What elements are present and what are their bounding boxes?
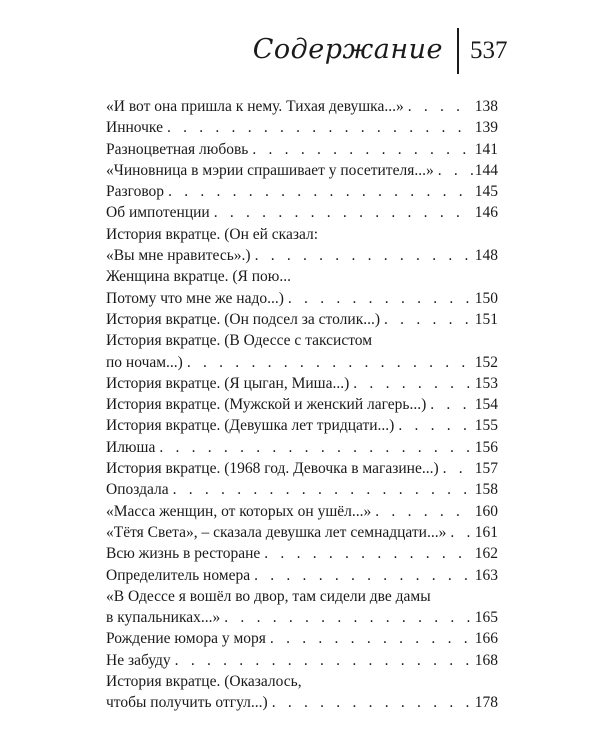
dot-leader xyxy=(224,607,472,628)
toc-entry-page: 139 xyxy=(474,119,498,137)
toc-entry xyxy=(106,437,498,458)
dot-leader xyxy=(214,202,473,223)
toc-entry-row xyxy=(106,373,498,394)
toc-entry-title-line: История вкратце. (Он подсел за столик...) xyxy=(106,310,381,328)
toc-entry-row xyxy=(106,117,498,138)
toc-entry-row xyxy=(106,352,498,373)
toc-entry-page: 138 xyxy=(474,98,498,115)
toc-entry-title-line: Разговор xyxy=(106,183,165,201)
toc-entry-title-line: История вкратце. (В Одессе с таксистом xyxy=(106,332,373,350)
page-number: 537 xyxy=(470,37,508,64)
dot-leader xyxy=(167,117,473,138)
dot-leader xyxy=(264,543,472,564)
toc-entry-title-line: История вкратце. (Он ей сказал: xyxy=(106,225,319,243)
toc-entry-page: 145 xyxy=(474,183,498,201)
toc-entry-title-line: Женщина вкратце. (Я пою... xyxy=(106,268,291,286)
toc-entry-page: 161 xyxy=(474,523,498,541)
toc-entry xyxy=(106,96,498,117)
toc-entry-page: 168 xyxy=(474,651,498,669)
toc-entry xyxy=(106,650,498,671)
toc-entry xyxy=(106,139,498,160)
toc-entry xyxy=(106,117,498,138)
toc-entry-row xyxy=(106,160,498,181)
toc-entry-title-line: Всю жизнь в ресторане xyxy=(106,545,261,563)
toc-entry xyxy=(106,415,498,436)
dot-leader xyxy=(187,352,473,373)
toc-entry-title-line: История вкратце. (Оказалось, xyxy=(106,673,302,691)
dot-leader xyxy=(173,479,473,500)
toc-entry-title-line: «В Одессе я вошёл во двор, там сидели две дамы xyxy=(106,587,431,605)
toc-entry-row xyxy=(106,437,498,458)
toc-entry-page: 148 xyxy=(474,247,498,265)
dot-leader xyxy=(252,139,472,160)
toc-entry-title-line: Потому что мне же надо...) xyxy=(106,289,284,307)
toc-entry-page: 163 xyxy=(474,566,498,584)
toc-entry-row xyxy=(106,139,498,160)
toc-entry-title-line: Не забуду xyxy=(106,651,171,669)
toc-entry-title-line: чтобы получить отгул...) xyxy=(106,694,268,712)
dot-leader xyxy=(353,373,472,394)
running-header xyxy=(0,28,600,78)
toc-entry-title-line: Инночке xyxy=(106,119,163,137)
toc-entry-title-line: «И вот она пришла к нему. Тихая девушка...» xyxy=(106,98,404,115)
toc-entry-row xyxy=(106,415,498,436)
toc-entry-title-line: История вкратце. (1968 год. Девочка в магазине...) xyxy=(106,460,439,478)
header-divider xyxy=(457,28,459,74)
toc-entry xyxy=(106,394,498,415)
dot-leader xyxy=(450,522,472,543)
toc-entry-page: 162 xyxy=(474,545,498,563)
toc-entry-page: 157 xyxy=(474,460,498,478)
toc-entry-row xyxy=(106,181,498,202)
toc-entry-row xyxy=(106,501,498,522)
dot-leader xyxy=(175,650,473,671)
toc-entry xyxy=(106,181,498,202)
toc-entry-row xyxy=(106,96,498,117)
dot-leader xyxy=(168,181,473,202)
toc-entry-row xyxy=(106,479,498,500)
dot-leader xyxy=(438,160,473,181)
toc-entry xyxy=(106,330,498,373)
dot-leader xyxy=(159,437,472,458)
toc-entry xyxy=(106,224,498,267)
toc-entry xyxy=(106,479,498,500)
toc-entry xyxy=(106,671,498,714)
dot-leader xyxy=(408,96,473,117)
toc-entry-page: 154 xyxy=(474,396,498,414)
dot-leader xyxy=(255,245,473,266)
toc-entry-title-line: Разноцветная любовь xyxy=(106,140,249,158)
toc-entry-title-line: «Вы мне нравитесь».) xyxy=(106,247,251,265)
toc-entry xyxy=(106,458,498,479)
toc-entry-title-line: «Чиновница в мэрии спрашивает у посетителя...» xyxy=(106,161,434,179)
toc-entry-title-line: Илюша xyxy=(106,438,156,456)
toc-entry xyxy=(106,543,498,564)
dot-leader xyxy=(288,288,473,309)
dot-leader xyxy=(375,501,472,522)
dot-leader xyxy=(430,394,472,415)
toc-entry xyxy=(106,565,498,586)
toc-entry xyxy=(106,586,498,629)
toc-entry-page: 141 xyxy=(474,140,498,158)
toc-entry-page: 156 xyxy=(474,438,498,456)
toc-entry-row xyxy=(106,607,498,628)
toc-entry xyxy=(106,628,498,649)
toc-entry xyxy=(106,309,498,330)
toc-entry-page: 165 xyxy=(474,609,498,627)
toc-entry-title-line: по ночам...) xyxy=(106,353,183,371)
toc-entry xyxy=(106,522,498,543)
toc-entry-page: 153 xyxy=(474,374,498,392)
toc-entry-row xyxy=(106,565,498,586)
toc-entry-title-line: Опоздала xyxy=(106,481,169,499)
toc-entry-title-line: Определитель номера xyxy=(106,566,251,584)
toc-entry-title-line: Об импотенции xyxy=(106,204,210,222)
toc-entry-row xyxy=(106,522,498,543)
toc-entry-row xyxy=(106,692,498,713)
toc-entry-row xyxy=(106,543,498,564)
toc-entry-page: 155 xyxy=(474,417,498,435)
toc-entry xyxy=(106,373,498,394)
dot-leader xyxy=(398,415,472,436)
toc-entry-title-line: История вкратце. (Я цыган, Миша...) xyxy=(106,374,350,392)
toc-entry-row xyxy=(106,309,498,330)
toc-entry-page: 150 xyxy=(474,289,498,307)
toc-entry-title-line: Рождение юмора у моря xyxy=(106,630,266,648)
toc-entry-page: 166 xyxy=(474,630,498,648)
dot-leader xyxy=(254,565,473,586)
toc-entry-title-line: «Масса женщин, от которых он ушёл...» xyxy=(106,502,372,520)
toc-entry-title-line: История вкратце. (Девушка лет тридцати...) xyxy=(106,417,395,435)
toc-entry-row xyxy=(106,202,498,223)
toc-entry-page: 152 xyxy=(474,353,498,371)
toc-entry-title-line: История вкратце. (Мужской и женский лагерь...) xyxy=(106,396,427,414)
section-title: Содержание xyxy=(252,34,443,65)
toc-entry-page: 158 xyxy=(474,481,498,499)
toc-entry-row xyxy=(106,650,498,671)
dot-leader xyxy=(384,309,473,330)
toc-entry-page: 146 xyxy=(474,204,498,222)
dot-leader xyxy=(443,458,473,479)
toc-entry xyxy=(106,266,498,309)
toc-entry-page: 151 xyxy=(474,310,498,328)
toc-entry-row xyxy=(106,288,498,309)
toc-entry-page: 160 xyxy=(474,502,498,520)
toc-entry xyxy=(106,501,498,522)
toc-entry xyxy=(106,160,498,181)
toc-entry-row xyxy=(106,394,498,415)
toc-entry-page: 178 xyxy=(474,694,498,712)
toc-entry-row xyxy=(106,628,498,649)
toc-entry-title-line: в купальниках...» xyxy=(106,609,221,627)
dot-leader xyxy=(270,628,473,649)
toc-entry-row xyxy=(106,458,498,479)
toc-entry-title-line: «Тётя Света», – сказала девушка лет семнадцати...» xyxy=(106,523,447,541)
toc-entry-page: 144 xyxy=(474,161,498,179)
table-of-contents xyxy=(106,96,498,714)
dot-leader xyxy=(272,692,473,713)
toc-entry xyxy=(106,202,498,223)
toc-entry-row xyxy=(106,245,498,266)
